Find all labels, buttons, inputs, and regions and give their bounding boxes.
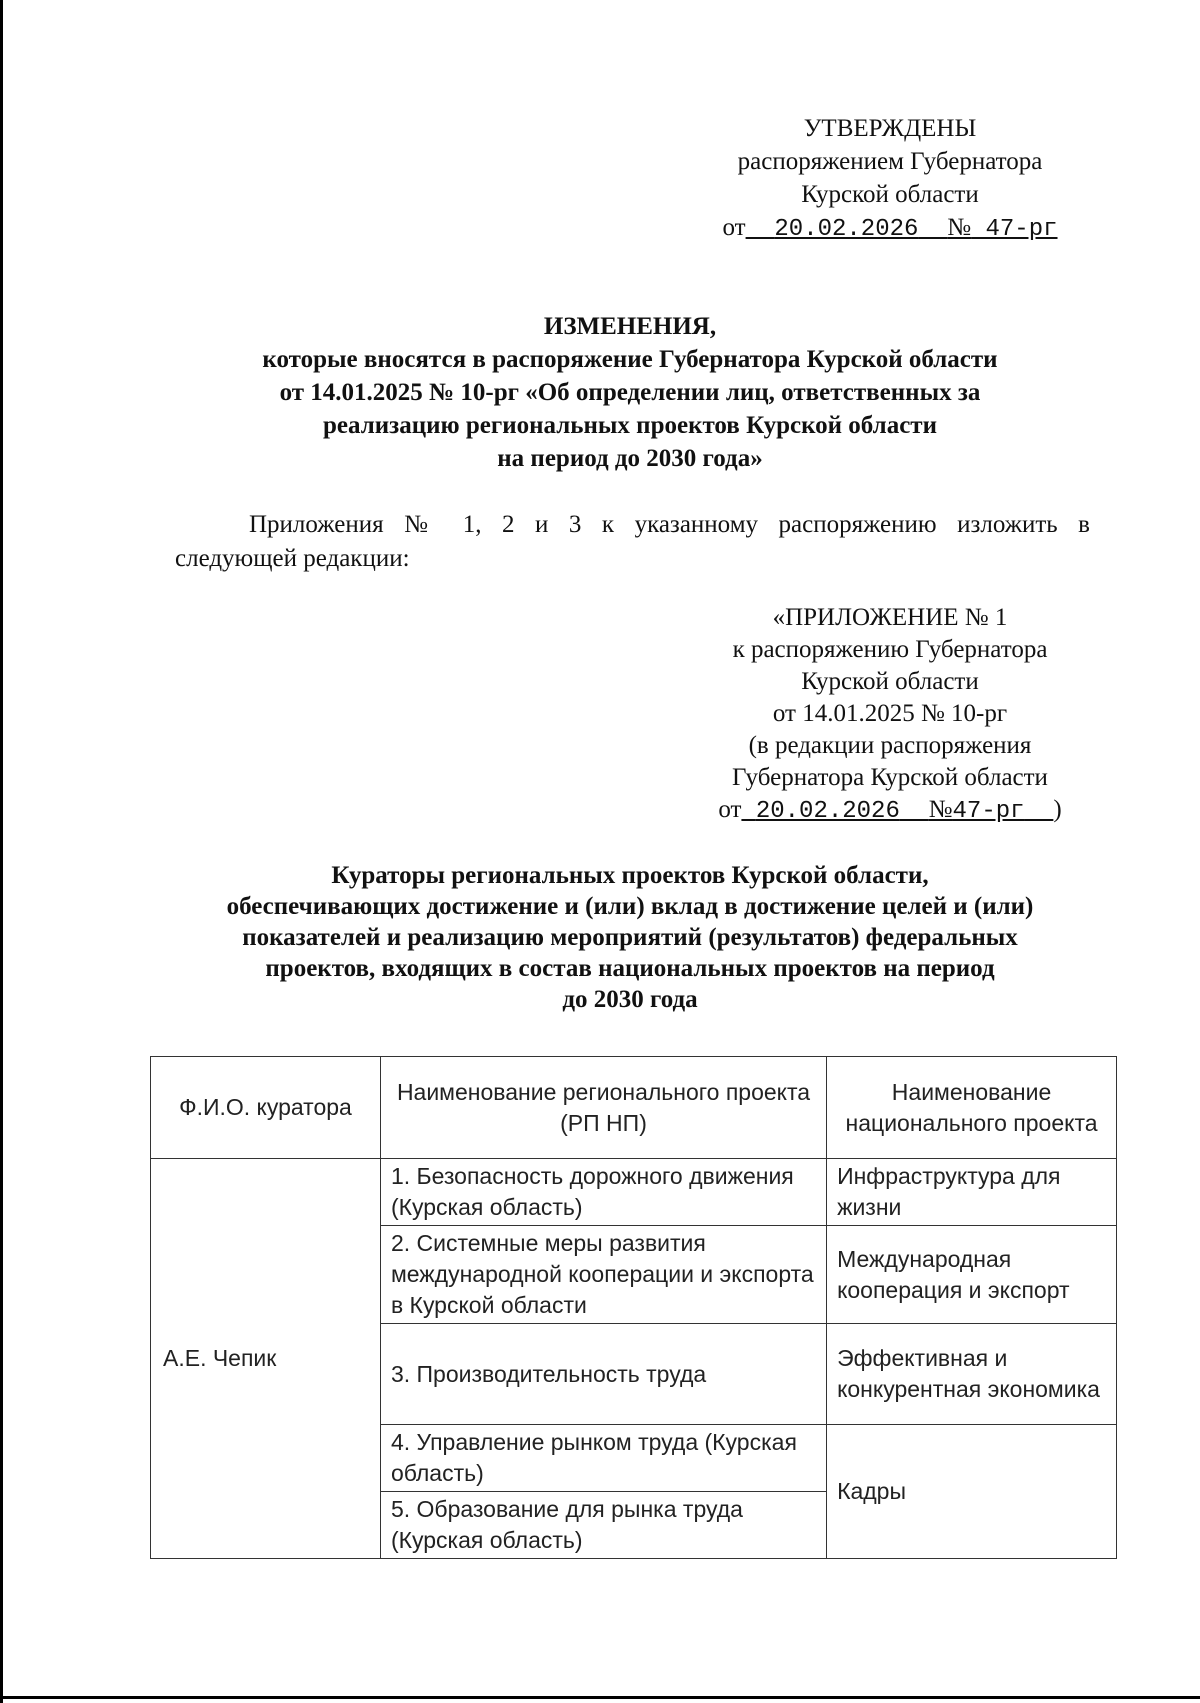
title-line4: на период до 2030 года» [497, 445, 763, 472]
appendix-date-line [680, 794, 1100, 828]
title-heading: ИЗМЕНЕНИЯ, [543, 313, 717, 340]
appendix-from-label: от [718, 796, 742, 823]
approval-date-line [690, 211, 1090, 246]
table-title [160, 860, 1100, 1015]
table-title-line2: обеспечивающих достижение и (или) вклад в достижение целей и (или) [226, 893, 1034, 920]
table-row [151, 1159, 1117, 1226]
table-title-line1: Кураторы региональных проектов Курской области, [331, 862, 929, 889]
title-line2: от 14.01.2025 № 10-рг «Об определении лиц, ответственных за [279, 379, 981, 406]
header-regional-project: Наименование регионального проекта (РП НП) [380, 1057, 826, 1159]
appendix-number: 47-рг [952, 798, 1025, 825]
approval-stamp [690, 112, 1090, 246]
approval-line1: УТВЕРЖДЕНЫ [803, 115, 977, 142]
document-title [170, 310, 1090, 475]
appendix-line2: к распоряжению Губернатора [732, 636, 1048, 663]
appendix-line5: (в редакции распоряжения [748, 732, 1032, 759]
appendix-header [680, 602, 1100, 828]
approval-number-label: № [947, 214, 972, 241]
national-project-cell: Инфраструктура для жизни [827, 1159, 1117, 1226]
title-line3: реализацию региональных проектов Курской области [323, 412, 937, 439]
appendix-line4: от 14.01.2025 № 10-рг [772, 700, 1008, 727]
appendix-line6: Губернатора Курской области [732, 764, 1048, 791]
paragraph-line1: Приложения № 1, 2 и 3 к указанному распоряжению изложить в [249, 511, 1090, 538]
table-title-line5: до 2030 года [562, 986, 698, 1013]
appendix-date: 20.02.2026 [755, 798, 900, 825]
national-project-cell: Эффективная и конкурентная экономика [827, 1324, 1117, 1425]
approval-line3: Курской области [801, 181, 979, 208]
appendix-line3: Курской области [801, 668, 979, 695]
title-line1: которые вносятся в распоряжение Губернатора Курской области [262, 346, 998, 373]
appendix-number-label: № [928, 796, 953, 823]
page-edge-left [0, 0, 3, 1703]
appendix-close-paren: ) [1053, 796, 1062, 823]
appendix-line1: «ПРИЛОЖЕНИЕ № 1 [772, 604, 1008, 631]
regional-project-cell: 5. Образование для рынка труда (Курская область) [380, 1492, 826, 1559]
table-title-line3: показателей и реализацию мероприятий (результатов) федеральных [242, 924, 1018, 951]
national-project-cell: Международная кооперация и экспорт [827, 1226, 1117, 1324]
header-curator: Ф.И.О. куратора [151, 1057, 381, 1159]
approval-line2: распоряжением Губернатора [737, 148, 1043, 175]
body-paragraph [175, 508, 1090, 576]
table-header-row [151, 1057, 1117, 1159]
curator-name: А.Е. Чепик [151, 1159, 381, 1559]
national-project-cell: Кадры [827, 1425, 1117, 1559]
regional-project-cell: 3. Производительность труда [380, 1324, 826, 1425]
paragraph-line2: следующей редакции: [175, 545, 410, 572]
page-edge-bottom [0, 1696, 1200, 1699]
regional-project-cell: 1. Безопасность дорожного движения (Курская область) [380, 1159, 826, 1226]
approval-number: 47-рг [985, 216, 1058, 243]
regional-project-cell: 4. Управление рынком труда (Курская область) [380, 1425, 826, 1492]
curators-table [150, 1056, 1117, 1559]
table-title-line4: проектов, входящих в состав национальных проектов на период [265, 955, 995, 982]
approval-from-label: от [722, 214, 746, 241]
approval-date: 20.02.2026 [774, 216, 919, 243]
regional-project-cell: 2. Системные меры развития международной кооперации и экспорта в Курской области [380, 1226, 826, 1324]
header-national-project: Наименование национального проекта [827, 1057, 1117, 1159]
